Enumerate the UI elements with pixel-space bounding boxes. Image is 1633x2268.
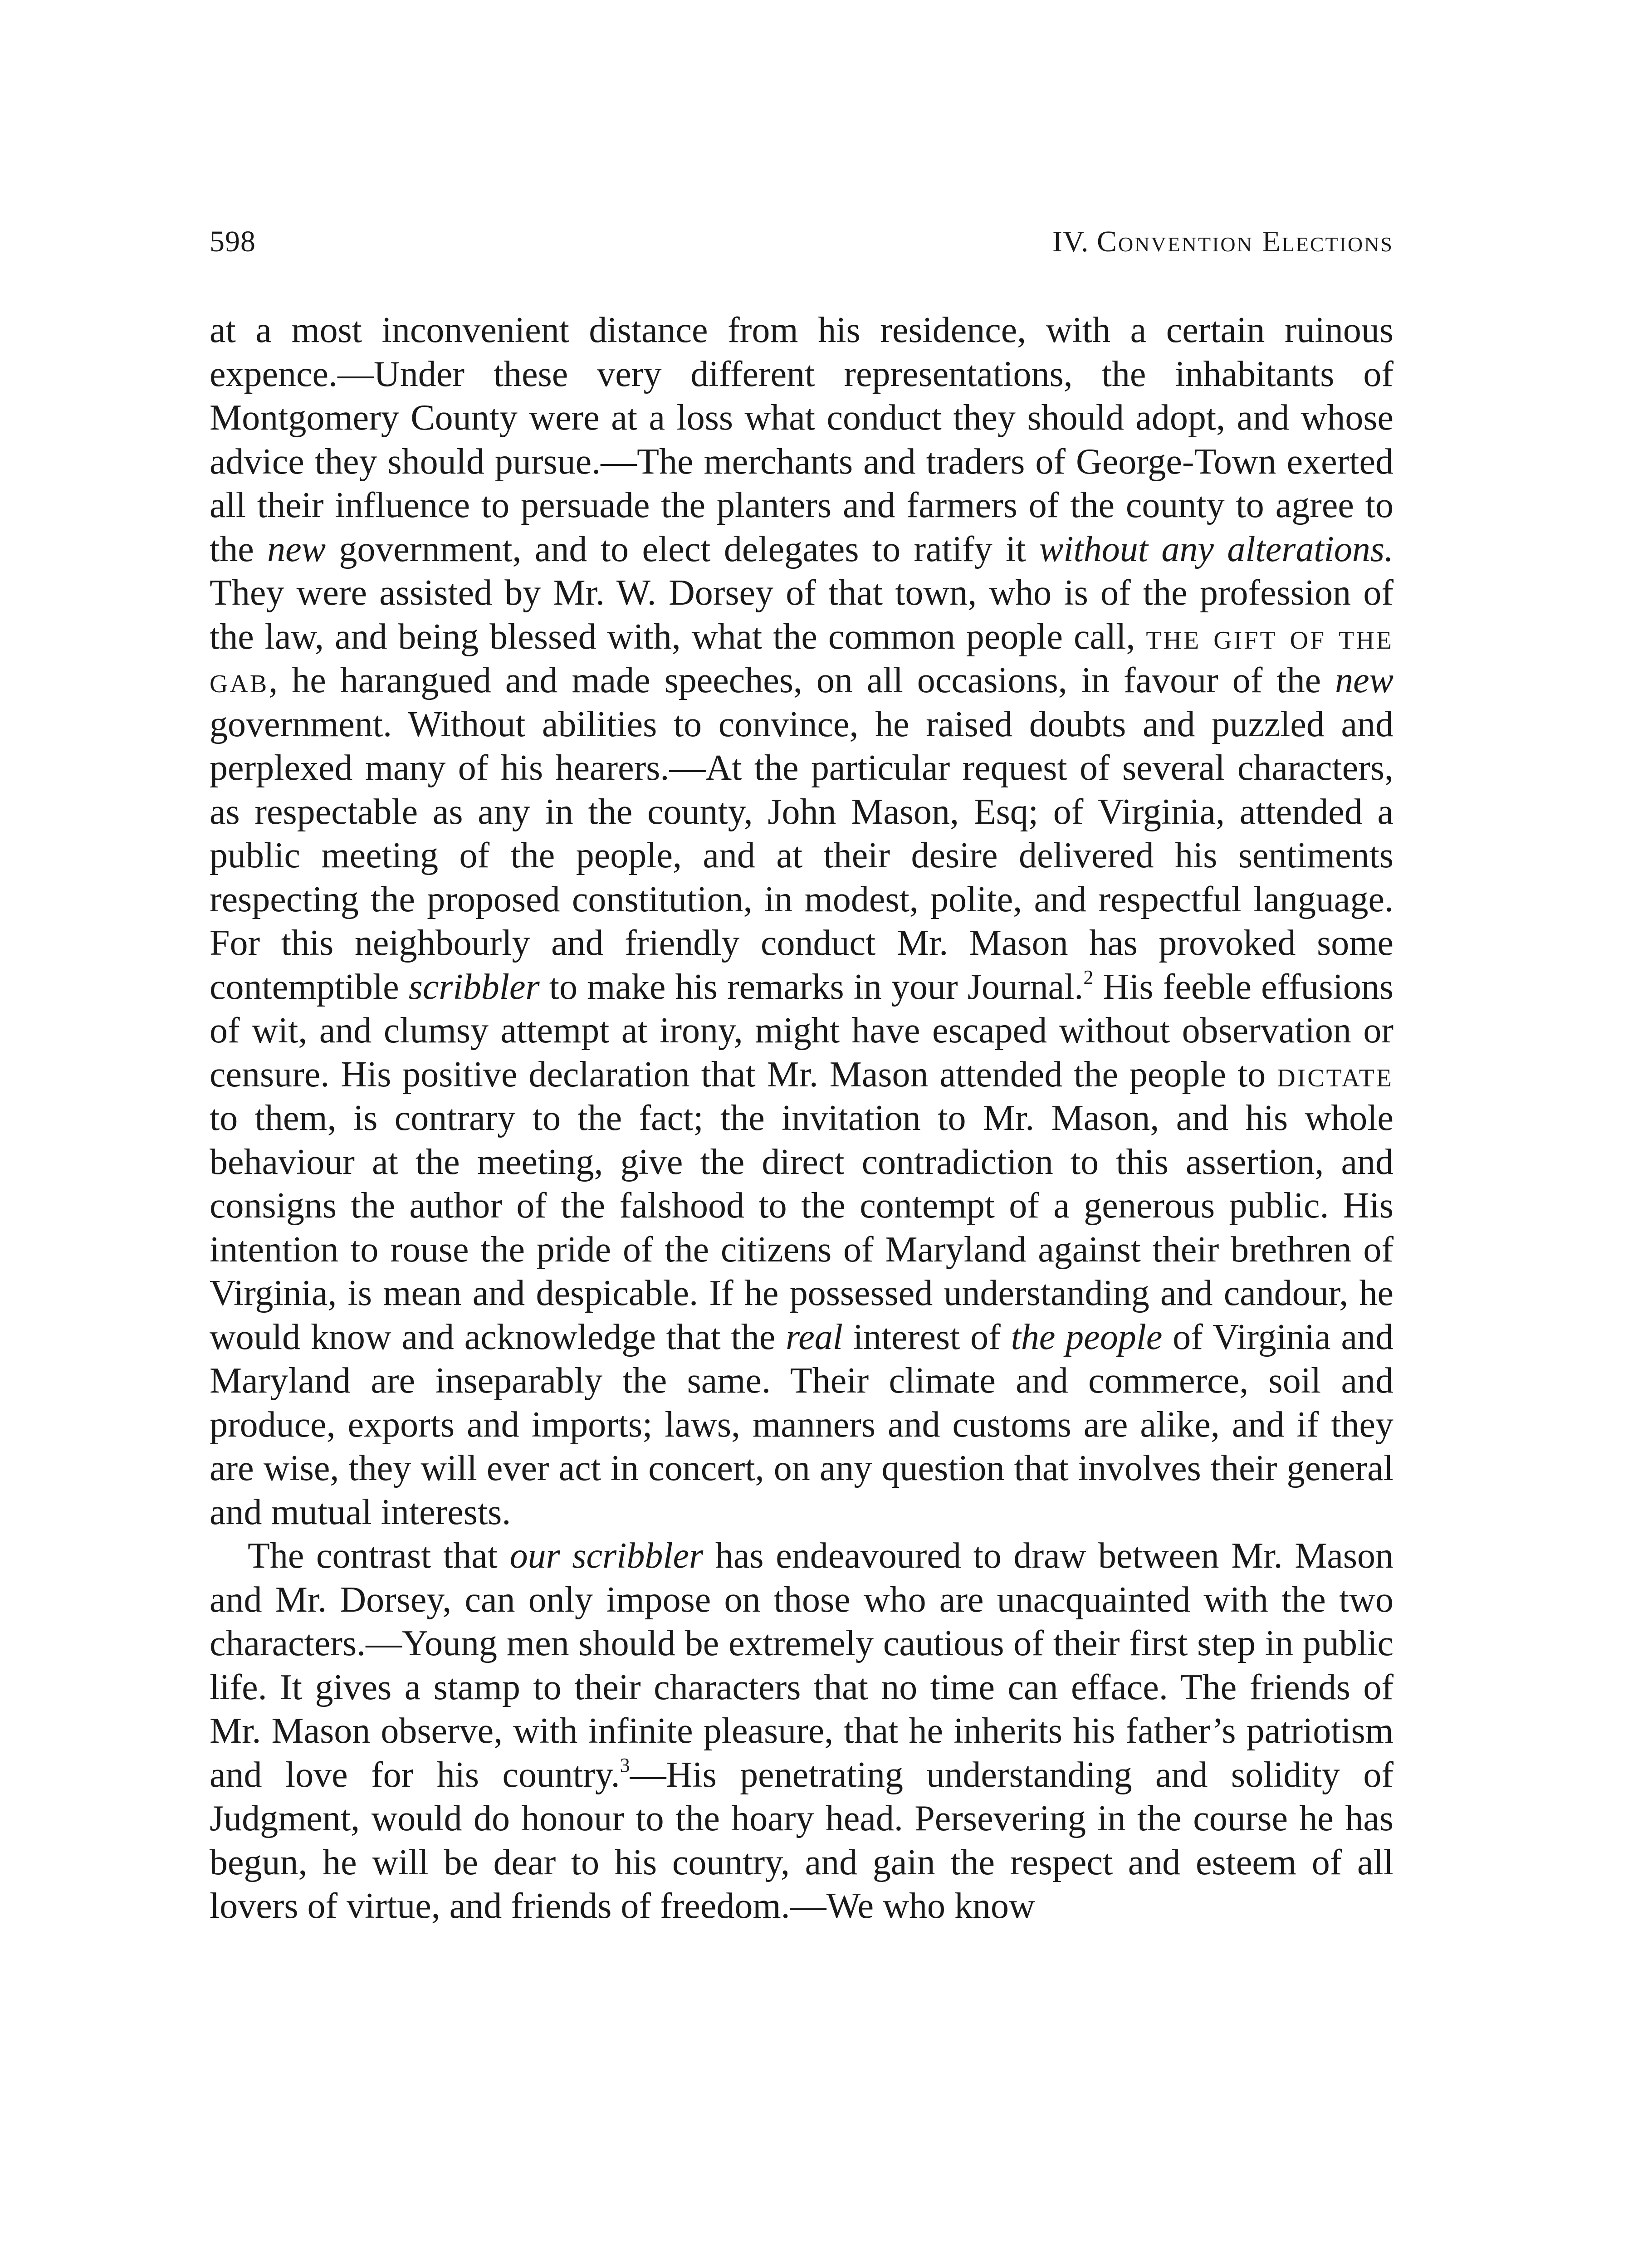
small-caps-dictate: dictate [1277, 1054, 1393, 1095]
running-head [210, 227, 1393, 281]
footnote-ref-2[interactable]: 2 [1083, 966, 1094, 988]
text-run: His feeble effusions of wit, and clumsy attempt at irony, might have escaped without observation or censure. His positive declaration that Mr. Mason attended the people to [210, 967, 1394, 1095]
footnote-ref-3[interactable]: 3 [620, 1754, 630, 1776]
text-run: to make his remarks in your Journal. [539, 967, 1084, 1007]
italic-scribbler: scribbler [408, 967, 540, 1007]
page-number: 598 [210, 225, 256, 258]
italic-new-1: new [267, 529, 326, 569]
text-run: The contrast that [248, 1536, 510, 1576]
paragraph-2 [210, 1534, 1393, 1928]
text-run: , he harangued and made speeches, on all occasions, in favour of the [269, 660, 1335, 700]
italic-new-2: new [1335, 660, 1393, 700]
italic-real: real [786, 1317, 843, 1357]
italic-our-scribbler: our scribbler [509, 1536, 704, 1576]
text-run: to them, is contrary to the fact; the invitation to Mr. Mason, and his whole behaviour at the meeting, give the direct contradiction to this assertion, and consigns the author of the falshood to the contempt of a generous public. His intention to rouse the pride of the citizens of Maryland against their brethren of Virginia, is mean and despicable. If he possessed understanding and candour, he would know and acknowledge that the [210, 1098, 1393, 1357]
text-run: has endeavoured to draw between Mr. Mason and Mr. Dorsey, can only impose on those who are unacquainted with the two characters.—Young men should be extremely cautious of their first step in public life. It gives a stamp to their characters that no time can efface. The friends of Mr. Mason observe, with infinite pleasure, that he inherits his father’s patriotism and love for his country. [210, 1536, 1394, 1795]
section-title: Convention Elections [1097, 225, 1393, 258]
italic-the-people: the people [1011, 1317, 1163, 1357]
italic-without-alterations: without any alterations. [1039, 529, 1394, 569]
text-run: —His penetrating understanding and solidity of Judgment, would do honour to the hoary head. Persevering in the course he has begun, he will be dear to his country, and gain the respect and esteem of all lovers of virtue, and friends of freedom.—We who know [210, 1755, 1394, 1926]
text-run: government, and to elect delegates to ratify it [326, 529, 1039, 569]
paragraph-1 [210, 308, 1393, 1534]
text-run: government. Without abilities to convince, he raised doubts and puzzled and perplexed many of his hearers.—At the particular request of several characters, as respectable as any in the county, John Mason, Esq; of Virginia, attended a public meeting of the people, and at their desire delivered his sentiments respecting the proposed constitution, in modest, polite, and respectful language. For this neighbourly and friendly conduct Mr. Mason has provoked some contemptible [210, 704, 1393, 1007]
section-heading [1052, 227, 1393, 257]
text-run: of Virginia and Maryland are inseparably the same. Their climate and commerce, soil and produce, exports and imports; laws, manners and customs are alike, and if they are wise, they will ever act in concert, on any question that involves their general and mutual interests. [210, 1317, 1394, 1532]
text-run: They were assisted by Mr. W. Dorsey of that town, who is of the profession of the law, and being blessed with, what the common people call, [210, 573, 1393, 657]
section-prefix: IV. [1052, 225, 1097, 258]
body-text [210, 308, 1393, 1928]
text-run: interest of [842, 1317, 1011, 1357]
text-run: at a most inconvenient distance from his residence, with a certain ruinous expence.—Under these very different representations, the inhabitants of Montgomery County were at a loss what conduct they should adopt, and whose advice they should pursue.—The merchants and traders of George-Town exerted all their influence to persuade the planters and farmers of the county to agree to the [210, 310, 1393, 569]
small-caps-gift-of-the-gab: the gift of the gab [210, 616, 1393, 700]
document-page [210, 227, 1393, 1928]
